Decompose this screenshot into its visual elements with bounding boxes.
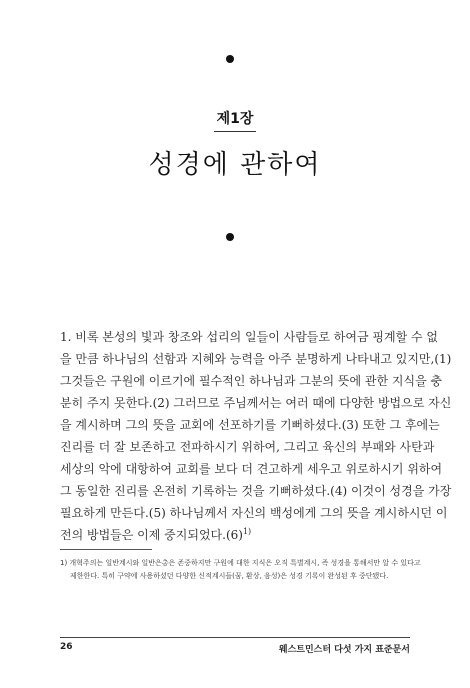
body-line: 필요하게 만든다.(5) 하나님께서 자신의 백성에게 그의 뜻을 계시하시던 이 [60, 506, 448, 520]
footnote-reference[interactable]: 1) [242, 527, 252, 536]
chapter-label-underline [214, 131, 256, 132]
ornament-dot-top [226, 55, 234, 63]
footnote [60, 557, 420, 583]
chapter-label: 제1장 [216, 111, 254, 127]
body-paragraph [60, 326, 452, 546]
footer-divider [60, 637, 410, 638]
body-line: 을 계시하며 그의 뜻을 교회에 선포하기를 기뻐하셨다.(3) 또한 그 후에는 [60, 418, 440, 432]
footnote-divider [60, 549, 152, 550]
footnote-line: 제한한다. 특히 구약에 사용하셨던 다양한 신적계시들(꿈, 환상, 음성)은 성경 기록이 완성된 후 중단됐다. [70, 572, 389, 580]
body-line: 진리를 더 잘 보존하고 전파하시기 위하여, 그리고 육신의 부패와 사탄과 [60, 440, 435, 454]
body-line: 을 만큼 하나님의 선함과 지혜와 능력을 아주 분명하게 나타내고 있지만,(1) [60, 352, 452, 366]
page-number: 26 [60, 642, 73, 652]
body-line-last [60, 524, 410, 546]
chapter-title: 성경에 관하여 [148, 150, 322, 180]
body-line: 그 동일한 진리를 온전히 기록하는 것을 기뻐하셨다.(4) 이것이 성경을 가장 [60, 484, 452, 498]
body-line: 세상의 악에 대항하여 교회를 보다 더 견고하게 세우고 위로하시기 위하여 [60, 462, 443, 476]
running-head: 웨스트민스터 다섯 가지 표준문서 [278, 645, 410, 655]
body-line: 1. 비록 본성의 빛과 창조와 섭리의 일들이 사람들로 하여금 핑계할 수 없 [60, 330, 438, 344]
footnote-line: 1) 개혁주의는 일반계시와 일반은총은 존중하지만 구원에 대한 지식은 오직 특별계시, 즉 성경을 통해서만 알 수 있다고 [60, 559, 421, 567]
body-line-last-text: 전의 방법들은 이제 중지되었다.(6) [60, 528, 243, 542]
ornament-dot-bottom [226, 233, 234, 241]
body-line: 분히 주지 못한다.(2) 그러므로 주님께서는 여러 때에 다양한 방법으로 자신 [60, 396, 452, 410]
body-line: 그것들은 구원에 이르기에 필수적인 하나님과 그분의 뜻에 관한 지식을 충 [60, 374, 443, 388]
